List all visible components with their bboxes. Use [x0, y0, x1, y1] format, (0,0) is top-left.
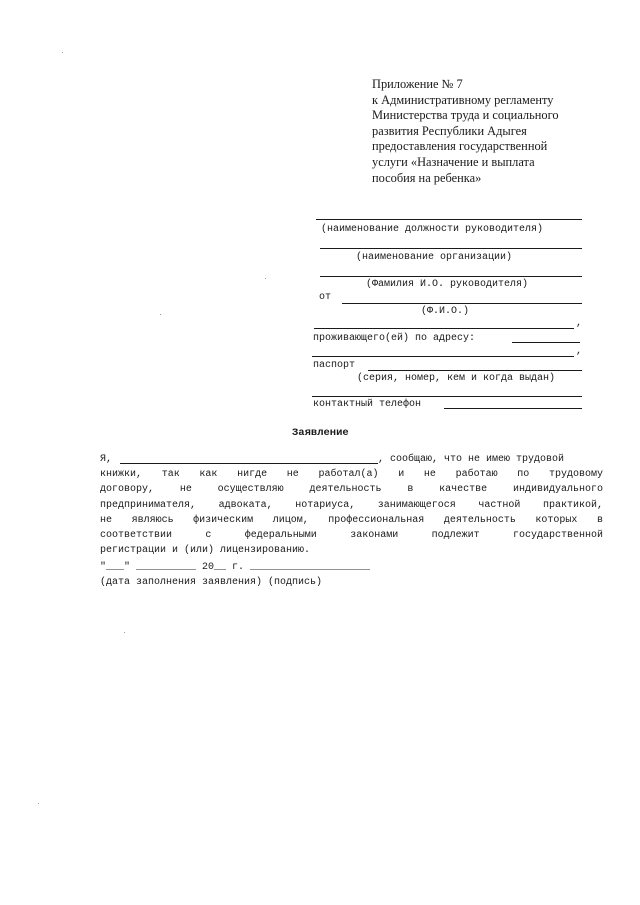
head-name-caption: (Фамилия И.О. руководителя) — [366, 279, 529, 290]
statement-first-line-end: , сообщаю, что не имею трудовой — [378, 454, 565, 465]
position-caption: (наименование должности руководителя) — [321, 224, 544, 235]
phone-field-line[interactable] — [444, 408, 582, 409]
statement-start: Я, — [100, 454, 113, 465]
statement-last-line: регистрации и (или) лицензированию. — [100, 545, 311, 557]
appendix-line: Министерства труда и социального — [372, 108, 559, 123]
applicant-name-line[interactable] — [120, 463, 378, 464]
appendix-header — [372, 77, 612, 186]
appendix-line: пособия на ребенка» — [372, 170, 482, 185]
scan-speck — [160, 314, 161, 315]
comma: , — [576, 346, 583, 357]
passport-label: паспорт — [313, 360, 356, 371]
date-signature-line[interactable]: "___" __________ 20__ г. ____________________ — [100, 562, 371, 573]
statement-first-line — [100, 452, 603, 467]
phone-label: контактный телефон — [313, 399, 422, 410]
address-label: проживающего(ей) по адресу: — [313, 333, 476, 344]
fio-field-line[interactable] — [342, 303, 582, 304]
scan-speck — [265, 278, 266, 279]
extra-field-line[interactable] — [314, 328, 574, 329]
statement-line: соответствии с федеральными законами подлежит государственной — [100, 530, 603, 541]
statement-line: предпринимателя, адвоката, нотариуса, занимающегося частной практикой, — [100, 499, 603, 511]
passport-extra-line[interactable] — [312, 396, 582, 397]
position-field-line[interactable] — [316, 219, 582, 220]
appendix-line: к Административному регламенту — [372, 92, 554, 107]
scan-speck — [62, 52, 63, 53]
scan-speck — [124, 632, 125, 633]
statement-line: договору, не осуществляю деятельность в качестве индивидуального — [100, 484, 603, 496]
document-title: Заявление — [292, 427, 349, 439]
comma: , — [576, 318, 583, 329]
date-signature-caption: (дата заполнения заявления) (подпись) — [100, 577, 323, 588]
passport-caption: (серия, номер, кем и когда выдан) — [357, 373, 556, 384]
statement-line: не являюсь физическим лицом, профессиональная деятельность которых в — [100, 514, 603, 526]
head-name-field-line[interactable] — [320, 276, 582, 277]
appendix-line: развития Республики Адыгея — [372, 123, 527, 138]
fio-caption: (Ф.И.О.) — [421, 306, 470, 317]
address-field-line-1[interactable] — [512, 342, 580, 343]
statement-line: книжки, так как нигде не работал(а) и не работаю по трудовому — [100, 469, 603, 481]
scan-speck — [38, 803, 39, 804]
from-label: от — [319, 292, 332, 303]
appendix-line: предоставления государственной — [372, 139, 548, 154]
appendix-line: Приложение № 7 — [372, 77, 463, 91]
address-field-line-2[interactable] — [312, 356, 574, 357]
statement-body — [100, 452, 603, 558]
organization-caption: (наименование организации) — [356, 252, 513, 263]
passport-field-line[interactable] — [368, 370, 582, 371]
organization-field-line[interactable] — [320, 248, 582, 249]
appendix-line: услуги «Назначение и выплата — [372, 154, 535, 169]
